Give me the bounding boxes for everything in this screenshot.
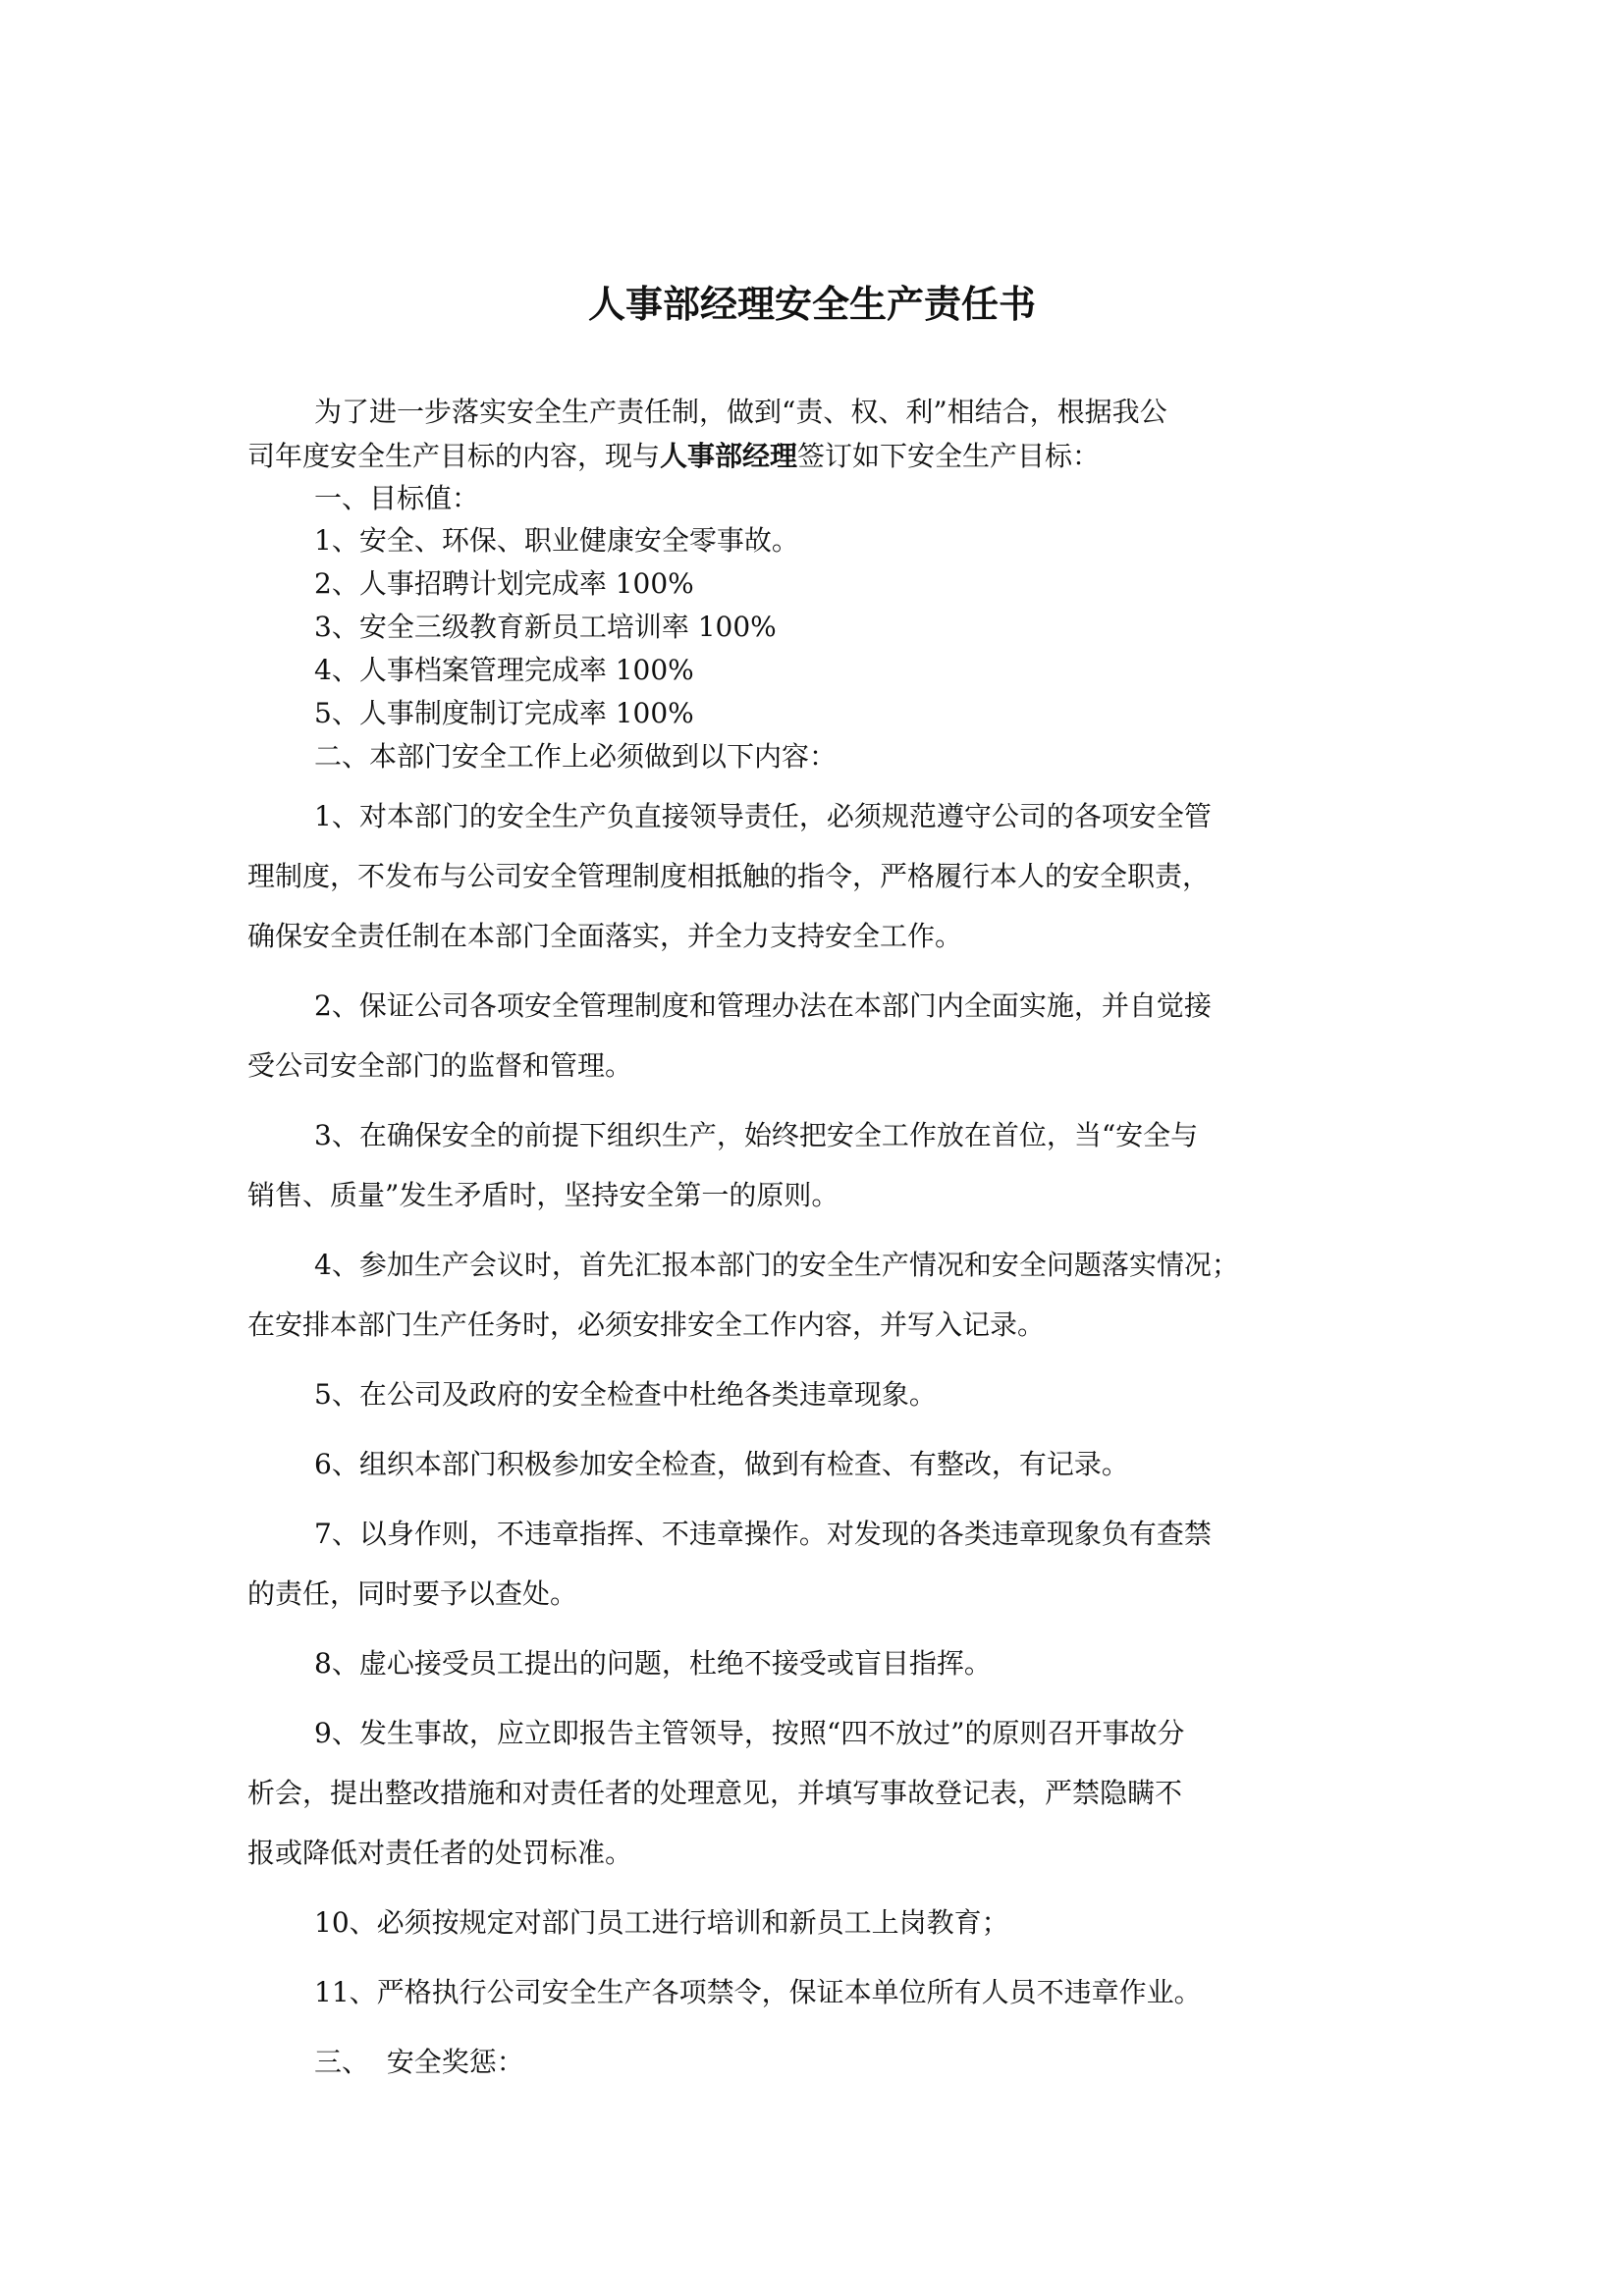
target-item: 4、人事档案管理完成率 100% (314, 654, 694, 686)
duty-item-11-line: 11、严格执行公司安全生产各项禁令，保证本单位所有人员不违章作业。 (314, 1976, 1202, 2008)
intro-line-1: 为了进一步落实安全生产责任制，做到“责、权、利”相结合，根据我公 (314, 396, 1167, 428)
duty-item-3-line: 销售、质量”发生矛盾时，坚持安全第一的原则。 (247, 1179, 839, 1211)
duty-item-8-line: 8、虚心接受员工提出的问题，杜绝不接受或盲目指挥。 (314, 1647, 992, 1680)
duty-item-7-line: 7、以身作则，不违章指挥、不违章操作。对发现的各类违章现象负有查禁 (314, 1518, 1212, 1550)
intro-line-2 (247, 437, 1386, 476)
duty-item-1-line: 理制度，不发布与公司安全管理制度相抵触的指令，严格履行本人的安全职责， (247, 860, 1211, 892)
target-item: 1、安全、环保、职业健康安全零事故。 (314, 524, 799, 557)
target-item: 2、人事招聘计划完成率 100% (314, 567, 694, 600)
duty-item-2-line: 受公司安全部门的监督和管理。 (247, 1049, 633, 1082)
document-title: 人事部经理安全生产责任书 (587, 282, 1036, 326)
target-item: 3、安全三级教育新员工培训率 100% (314, 611, 777, 643)
duty-item-9-line: 9、发生事故，应立即报告主管领导，按照“四不放过”的原则召开事故分 (314, 1717, 1185, 1749)
section-2-heading: 二、本部门安全工作上必须做到以下内容： (314, 740, 838, 773)
duty-item-4-line: 在安排本部门生产任务时，必须安排安全工作内容，并写入记录。 (247, 1308, 1046, 1341)
target-item: 5、人事制度制订完成率 100% (314, 697, 694, 729)
duty-item-1-line: 确保安全责任制在本部门全面落实，并全力支持安全工作。 (247, 920, 963, 952)
duty-item-5-line: 5、在公司及政府的安全检查中杜绝各类违章现象。 (314, 1378, 937, 1411)
duty-item-2-line: 2、保证公司各项安全管理制度和管理办法在本部门内全面实施，并自觉接 (314, 989, 1212, 1022)
section-3-heading: 三、 安全奖惩： (314, 2046, 524, 2078)
duty-item-3-line: 3、在确保安全的前提下组织生产，始终把安全工作放在首位，当“安全与 (314, 1119, 1199, 1151)
intro-bold-role: 人事部经理 (660, 440, 798, 472)
duty-item-6-line: 6、组织本部门积极参加安全检查，做到有检查、有整改，有记录。 (314, 1448, 1129, 1480)
intro-text-after: 签订如下安全生产目标： (797, 440, 1101, 472)
duty-item-1-line: 1、对本部门的安全生产负直接领导责任，必须规范遵守公司的各项安全管 (314, 800, 1212, 832)
section-1-heading: 一、目标值： (314, 482, 480, 514)
duty-item-9-line: 析会，提出整改措施和对责任者的处理意见，并填写事故登记表，严禁隐瞒不 (247, 1777, 1183, 1809)
duty-item-4-line: 4、参加生产会议时，首先汇报本部门的安全生产情况和安全问题落实情况； (314, 1249, 1239, 1281)
duty-item-10-line: 10、必须按规定对部门员工进行培训和新员工上岗教育； (314, 1906, 1009, 1939)
duty-item-9-line: 报或降低对责任者的处罚标准。 (247, 1837, 633, 1869)
intro-text-before: 司年度安全生产目标的内容，现与 (247, 440, 661, 472)
duty-item-7-line: 的责任，同时要予以查处。 (247, 1577, 578, 1610)
